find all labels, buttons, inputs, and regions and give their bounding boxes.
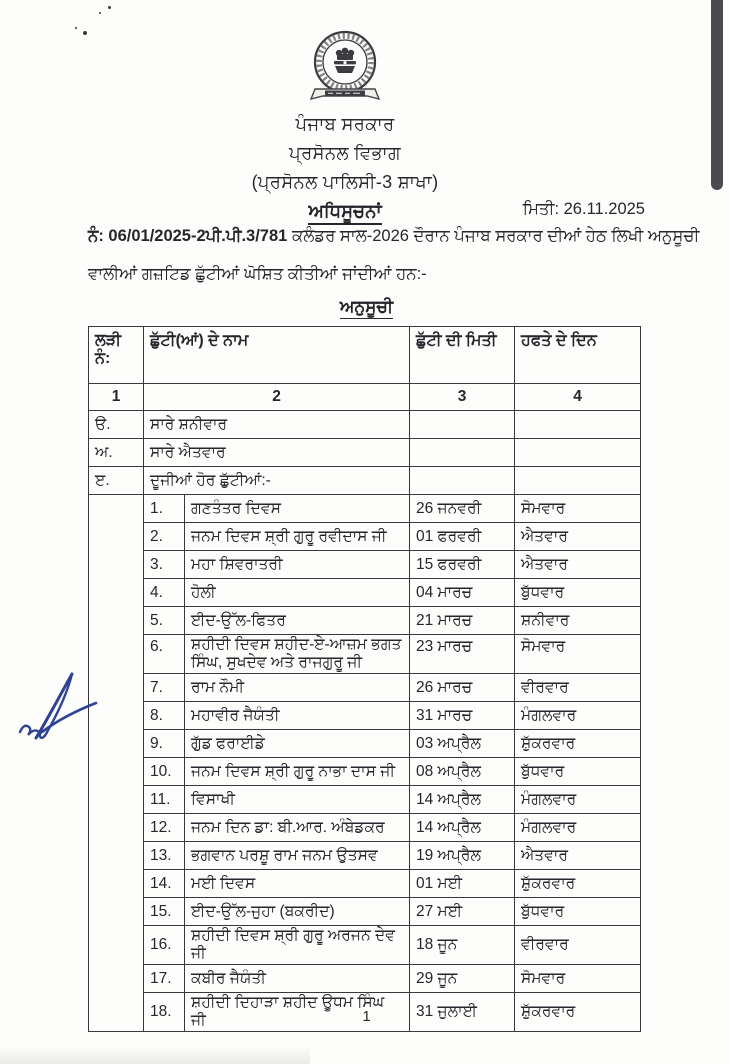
column-number-row [89,384,641,411]
name-cell: ਭਗਵਾਨ ਪਰਸ਼ੂ ਰਾਮ ਜਨਮ ਉਤਸਵ [185,842,410,870]
day-cell: ਸ਼ਨੀਵਾਰ [515,607,641,635]
date-cell: 26 ਮਾਰਚ [410,674,515,702]
table-row [89,467,641,495]
num-cell: 14. [144,870,185,898]
num-cell: 18. [144,993,185,1032]
table-row [89,965,641,993]
name-cell: ਸ਼ਹੀਦੀ ਦਿਵਸ ਸ਼੍ਰੀ ਗੁਰੂ ਅਰਜਨ ਦੇਵ ਜੀ [185,926,410,965]
day-cell: ਐਤਵਾਰ [515,842,641,870]
name-cell: ਦੂਜੀਆਂ ਹੋਰ ਛੁੱਟੀਆਂ:- [144,467,410,495]
scan-artifact-bar [711,0,723,190]
day-cell: ਵੀਰਵਾਰ [515,674,641,702]
num-cell: 3. [144,551,185,579]
reference-paragraph-line2: ਵਾਲੀਆਂ ਗਜ਼ਟਿਡ ਛੁੱਟੀਆਂ ਘੋਸ਼ਿਤ ਕੀਤੀਆਂ ਜਾਂਦੀਆਂ ਹਨ:- [88,265,427,283]
num-cell: 5. [144,607,185,635]
table-row [89,495,641,523]
num-cell: 6. [144,635,185,674]
col-num-3: 3 [410,384,515,411]
num-cell: 11. [144,786,185,814]
num-cell: 17. [144,965,185,993]
day-cell [515,411,641,439]
date-cell: 15 ਫਰਵਰੀ [410,551,515,579]
holidays-table [88,326,641,1032]
punjab-government-emblem-icon [297,30,393,106]
ref-number: 06/01/2025-2ਪੀ.ਪੀ.3/781 [108,227,288,245]
ink-speckle [75,27,77,29]
num-cell: 12. [144,814,185,842]
date-cell: 04 ਮਾਰਚ [410,579,515,607]
table-header-row [89,327,641,384]
date-cell: 19 ਅਪ੍ਰੈਲ [410,842,515,870]
reference-paragraph-line1 [88,227,728,246]
date-cell: 23 ਮਾਰਚ [410,635,515,674]
name-cell: ਮਹਾ ਸ਼ਿਵਰਾਤਰੀ [185,551,410,579]
date-cell: 29 ਜੂਨ [410,965,515,993]
date-cell: 31 ਜੁਲਾਈ [410,993,515,1032]
date-cell: 18 ਜੂਨ [410,926,515,965]
name-cell: ਰਾਮ ਨੌਮੀ [185,674,410,702]
name-cell: ਹੋਲੀ [185,579,410,607]
table-row [89,758,641,786]
table-row [89,674,641,702]
num-cell: 7. [144,674,185,702]
day-cell: ਸੋਮਵਾਰ [515,965,641,993]
col-num-2: 2 [144,384,410,411]
header-name: ਛੁੱਟੀ(ਆਂ) ਦੇ ਨਾਮ [144,327,410,384]
day-cell: ਐਤਵਾਰ [515,523,641,551]
day-cell: ਸ਼ੁੱਕਰਵਾਰ [515,993,641,1032]
table-row [89,523,641,551]
table-row [89,702,641,730]
name-cell: ਕਬੀਰ ਜੈਯੰਤੀ [185,965,410,993]
day-cell: ਸ਼ੁੱਕਰਵਾਰ [515,730,641,758]
date-cell: 03 ਅਪ੍ਰੈਲ [410,730,515,758]
serial-cell: ਅ. [89,439,144,467]
paragraph-text: ਕਲੰਡਰ ਸਾਲ-2026 ਦੌਰਾਨ ਪੰਜਾਬ ਸਰਕਾਰ ਦੀਆਂ ਹੇਠ ਲਿਖੀ ਅਨੁਸੂਚੀ [291,227,700,245]
scan-shadow [0,1046,310,1064]
day-cell: ਸੋਮਵਾਰ [515,635,641,674]
name-cell: ਮਈ ਦਿਵਸ [185,870,410,898]
date-cell: 08 ਅਪ੍ਰੈਲ [410,758,515,786]
num-cell: 16. [144,926,185,965]
table-row [89,926,641,965]
date-cell [410,439,515,467]
day-cell: ਵੀਰਵਾਰ [515,926,641,965]
name-cell: ਈਦ-ਉੱਲ-ਫਿਤਰ [185,607,410,635]
name-cell: ਵਿਸਾਖੀ [185,786,410,814]
name-cell: ਗੁੱਡ ਫਰਾਈਡੇ [185,730,410,758]
date-cell: 21 ਮਾਰਚ [410,607,515,635]
name-cell: ਜਨਮ ਦਿਵਸ ਸ਼੍ਰੀ ਗੁਰੂ ਰਵੀਦਾਸ ਜੀ [185,523,410,551]
num-cell: 1. [144,495,185,523]
name-cell: ਜਨਮ ਦਿਨ ਡਾ: ਬੀ.ਆਰ. ਅੰਬੇਡਕਰ [185,814,410,842]
num-cell: 9. [144,730,185,758]
table-row [89,411,641,439]
day-cell: ਬੁੱਧਵਾਰ [515,579,641,607]
table-row [89,786,641,814]
num-cell: 13. [144,842,185,870]
day-cell [515,467,641,495]
day-cell [515,439,641,467]
ink-speckle [99,12,101,14]
table-row [89,607,641,635]
num-cell: 2. [144,523,185,551]
date-cell [410,467,515,495]
table-row [89,551,641,579]
table-row [89,730,641,758]
ref-label: ਨੰ: [88,227,104,245]
date-cell: 01 ਮਈ [410,870,515,898]
num-cell: 10. [144,758,185,786]
serial-merged-cell [89,495,144,1032]
table-row [89,898,641,926]
name-cell: ਸਾਰੇ ਐਤਵਾਰ [144,439,410,467]
date-cell: 31 ਮਾਰਚ [410,702,515,730]
name-cell: ਜਨਮ ਦਿਵਸ ਸ਼੍ਰੀ ਗੁਰੂ ਨਾਭਾ ਦਾਸ ਜੀ [185,758,410,786]
col-num-1: 1 [89,384,144,411]
day-cell: ਸ਼ੁੱਕਰਵਾਰ [515,870,641,898]
name-cell: ਈਦ-ਉੱਲ-ਜੁਹਾ (ਬਕਰੀਦ) [185,898,410,926]
num-cell: 4. [144,579,185,607]
day-cell: ਐਤਵਾਰ [515,551,641,579]
name-cell: ਗਣਤੰਤਰ ਦਿਵਸ [185,495,410,523]
schedule-heading: ਅਨੁਸੂਚੀ [88,297,645,319]
num-cell: 8. [144,702,185,730]
page-number: 1 [362,1008,371,1025]
org-title: ਪੰਜਾਬ ਸਰਕਾਰ [295,114,395,134]
table-row [89,814,641,842]
date-cell: 14 ਅਪ੍ਰੈਲ [410,786,515,814]
name-cell: ਸ਼ਹੀਦੀ ਦਿਹਾੜਾ ਸ਼ਹੀਦ ਊਧਮ ਸਿੰਘ ਜੀ [185,993,410,1032]
document-header [45,30,645,225]
date-text: ਮਿਤੀ: 26.11.2025 [522,200,645,218]
name-cell: ਮਹਾਵੀਰ ਜੈਯੰਤੀ [185,702,410,730]
header-day: ਹਫਤੇ ਦੇ ਦਿਨ [515,327,641,384]
table-row [89,439,641,467]
day-cell: ਬੁੱਧਵਾਰ [515,898,641,926]
header-serial: ਲੜੀ ਨੰ: [89,327,144,384]
table-row [89,842,641,870]
header-date: ਛੁੱਟੀ ਦੀ ਮਿਤੀ [410,327,515,384]
num-cell: 15. [144,898,185,926]
col-num-4: 4 [515,384,641,411]
serial-cell: ੲ. [89,467,144,495]
table-row [89,870,641,898]
date-cell: 14 ਅਪ੍ਰੈਲ [410,814,515,842]
branch-title: (ਪ੍ਰਸੋਨਲ ਪਾਲਿਸੀ-3 ਸ਼ਾਖਾ) [251,172,439,192]
ink-speckle [108,6,111,9]
day-cell: ਸੋਮਵਾਰ [515,495,641,523]
table-row [89,635,641,674]
notification-heading: ਅਧਿਸੂਚਨਾਂ [308,201,381,225]
day-cell: ਮੰਗਲਵਾਰ [515,702,641,730]
department-title: ਪ੍ਰਸੋਨਲ ਵਿਭਾਗ [289,143,401,163]
date-cell: 27 ਮਈ [410,898,515,926]
day-cell: ਬੁੱਧਵਾਰ [515,758,641,786]
serial-cell: ੳ. [89,411,144,439]
date-cell [410,411,515,439]
name-cell: ਸਾਰੇ ਸ਼ਨੀਵਾਰ [144,411,410,439]
name-cell: ਸ਼ਹੀਦੀ ਦਿਵਸ ਸ਼ਹੀਦ-ਏ-ਆਜ਼ਮ ਭਗਤ ਸਿੰਘ, ਸੁਖਦੇਵ ਅਤੇ ਰਾਜਗੁਰੂ ਜੀ [185,635,410,674]
date-cell: 01 ਫਰਵਰੀ [410,523,515,551]
signature-ink [6,648,104,758]
day-cell: ਮੰਗਲਵਾਰ [515,814,641,842]
table-row [89,579,641,607]
day-cell: ਮੰਗਲਵਾਰ [515,786,641,814]
date-cell: 26 ਜਨਵਰੀ [410,495,515,523]
